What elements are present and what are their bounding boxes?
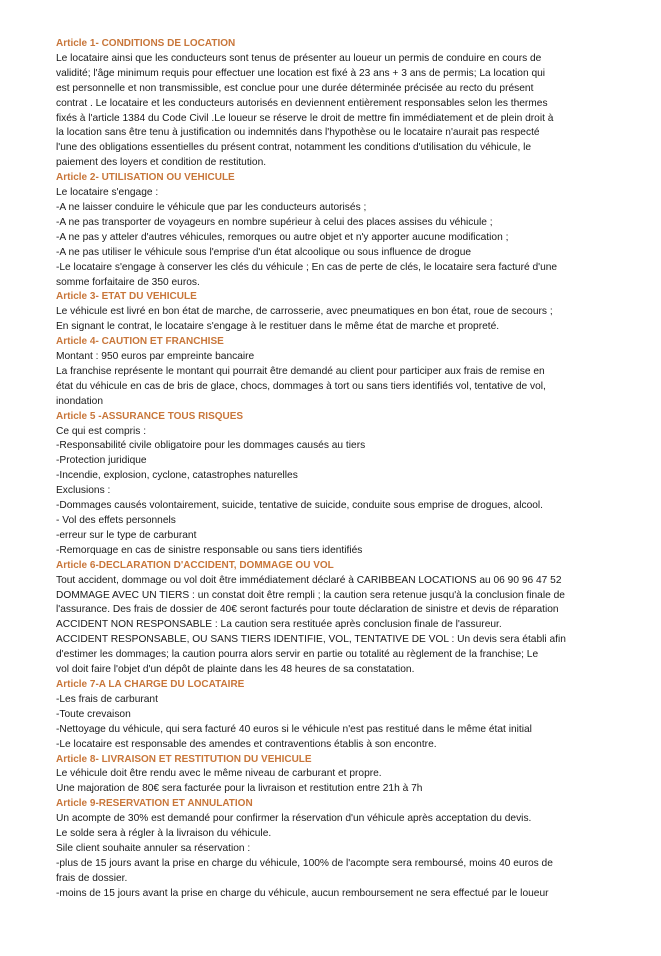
article-7-line: -Le locataire est responsable des amendes et contraventions établis à son encontre. [56,738,437,750]
article-6 [56,559,604,678]
article-2-line: -A ne pas transporter de voyageurs en nombre supérieur à celui des places assises du véhicule ; [56,216,493,228]
article-9-line: Sile client souhaite annuler sa réservation : [56,842,251,854]
article-4-heading: Article 4- CAUTION ET FRANCHISE [56,336,224,348]
article-3-heading: Article 3- ETAT DU VEHICULE [56,291,197,303]
article-7-line: -Nettoyage du véhicule, qui sera facturé 40 euros si le véhicule n'est pas restitué dans le même état initial [56,723,532,735]
article-2-heading: Article 2- UTILISATION OU VEHICULE [56,172,235,184]
article-1-line: Le locataire ainsi que les conducteurs sont tenus de présenter au loueur un permis de conduire en cours de [56,52,542,64]
article-8 [56,753,604,798]
article-5-line: - Vol des effets personnels [56,515,176,526]
article-6-line: vol doit faire l'objet d'un dépôt de plainte dans les 48 heures de sa constatation. [56,664,415,676]
article-2 [56,171,604,290]
article-5-line: -Incendie, explosion, cyclone, catastrophes naturelles [56,470,298,482]
article-9-line: -moins de 15 jours avant la prise en charge du véhicule, aucun remboursement ne sera effectué par le loueur [56,887,549,899]
article-6-line: ACCIDENT NON RESPONSABLE : La caution sera restituée après conclusion finale de l'assureur. [56,619,502,631]
article-1-line: l'une des obligations essentielles du présent contrat, notamment les conditions d'utilisation du véhicule, le [56,142,532,154]
article-3-line: En signant le contrat, le locataire s'engage à le restituer dans le même état de marche et propreté. [56,321,500,333]
article-1-line: est personnelle et non transmissible, est conclue pour une durée déterminée précisée au recto du présent [56,82,534,94]
article-5 [56,410,604,559]
article-2-line: -Le locataire s'engage à conserver les clés du véhicule ; En cas de perte de clés, le locataire sera facturé d'une [56,261,558,273]
article-7-heading: Article 7-A LA CHARGE DU LOCATAIRE [56,678,245,690]
article-9-line: frais de dossier. [56,872,128,884]
article-9 [56,797,604,901]
article-2-line: -A ne pas utiliser le véhicule sous l'emprise d'un état alcoolique ou sous influence de drogue [56,246,472,258]
article-2-line: -A ne laisser conduire le véhicule que par les conducteurs autorisés ; [56,201,367,213]
article-1-line: contrat . Le locataire et les conducteurs autorisés en deviennent entièrement responsables selon les thermes [56,97,548,109]
article-1-line: validité; l'âge minimum requis pour effectuer une location est fixé à 23 ans + 3 ans de permis; La location qui [56,67,546,79]
article-8-line: Une majoration de 80€ sera facturée pour la livraison et restitution entre 21h à 7h [56,783,423,795]
article-5-line: -Protection juridique [56,455,147,467]
article-1-line: fixés à l'article 1384 du Code Civil .Le loueur se réserve le droit de mettre fin immédiatement et de plein droit à [56,112,554,124]
article-7-line: -Les frais de carburant [56,693,158,705]
article-6-line: ACCIDENT RESPONSABLE, OU SANS TIERS IDENTIFIE, VOL, TENTATIVE DE VOL : Un devis sera établi afin [56,634,566,646]
contract-terms [56,37,604,902]
article-5-line: -erreur sur le type de carburant [56,529,197,541]
article-1-line: la location sans être tenu à justification ou indemnités dans l'hypothèse ou le locataire n'aurait pas respecté [56,127,540,139]
article-4 [56,335,604,410]
article-3-line: Le véhicule est livré en bon état de marche, de carrosserie, avec pneumatiques en bon état, roue de secours ; [56,306,553,318]
article-6-line: l'assurance. Des frais de dossier de 40€ seront facturés pour toute déclaration de sinistre et devis de réparation [56,604,559,616]
article-2-line: Le locataire s'engage : [56,187,159,199]
article-4-line: Montant : 950 euros par empreinte bancaire [56,351,255,363]
article-5-line: Exclusions : [56,485,111,497]
article-4-line: état du véhicule en cas de bris de glace, chocs, dommages à tort ou sans tiers identifiés vol, tentative de vol, [56,380,546,392]
article-5-line: -Responsabilité civile obligatoire pour les dommages causés au tiers [56,440,366,452]
article-6-line: d'estimer les dommages; la caution pourra alors servir en partie ou totalité au règlement de la franchise; Le [56,649,539,661]
article-3 [56,290,604,335]
article-6-line: DOMMAGE AVEC UN TIERS : un constat doit être rempli ; la caution sera retenue jusqu'à la conclusion finale de [56,589,565,601]
article-5-line: -Dommages causés volontairement, suicide, tentative de suicide, conduite sous emprise de drogues, alcool. [56,500,543,512]
article-4-line: La franchise représente le montant qui pourrait être demandé au client pour participer aux frais de remise en [56,365,545,377]
article-2-line: somme forfaitaire de 350 euros. [56,276,200,288]
article-8-heading: Article 8- LIVRAISON ET RESTITUTION DU VEHICULE [56,753,312,765]
article-6-line: Tout accident, dommage ou vol doit être immédiatement déclaré à CARIBBEAN LOCATIONS au 06 90 96 47 52 [56,574,562,586]
article-9-line: -plus de 15 jours avant la prise en charge du véhicule, 100% de l'acompte sera remboursé, moins 40 euros de [56,857,553,869]
article-9-line: Le solde sera à régler à la livraison du véhicule. [56,828,272,840]
article-9-heading: Article 9-RESERVATION ET ANNULATION [56,798,253,810]
article-6-heading: Article 6-DECLARATION D'ACCIDENT, DOMMAGE OU VOL [56,559,334,571]
article-1 [56,37,604,171]
article-5-line: -Remorquage en cas de sinistre responsable ou sans tiers identifiés [56,544,363,556]
article-7 [56,678,604,753]
article-1-heading: Article 1- CONDITIONS DE LOCATION [56,38,236,49]
article-5-heading: Article 5 -ASSURANCE TOUS RISQUES [56,410,244,422]
article-9-line: Un acompte de 30% est demandé pour confirmer la réservation d'un véhicule après acceptation du devis. [56,813,532,825]
article-8-line: Le véhicule doit être rendu avec le même niveau de carburant et propre. [56,768,382,780]
article-7-line: -Toute crevaison [56,708,131,720]
article-2-line: -A ne pas y atteler d'autres véhicules, remorques ou autre objet et n'y apporter aucune modification ; [56,231,509,243]
article-5-line: Ce qui est compris : [56,425,147,437]
article-1-line: paiement des loyers et condition de restitution. [56,157,267,169]
article-4-line: inondation [56,395,104,407]
